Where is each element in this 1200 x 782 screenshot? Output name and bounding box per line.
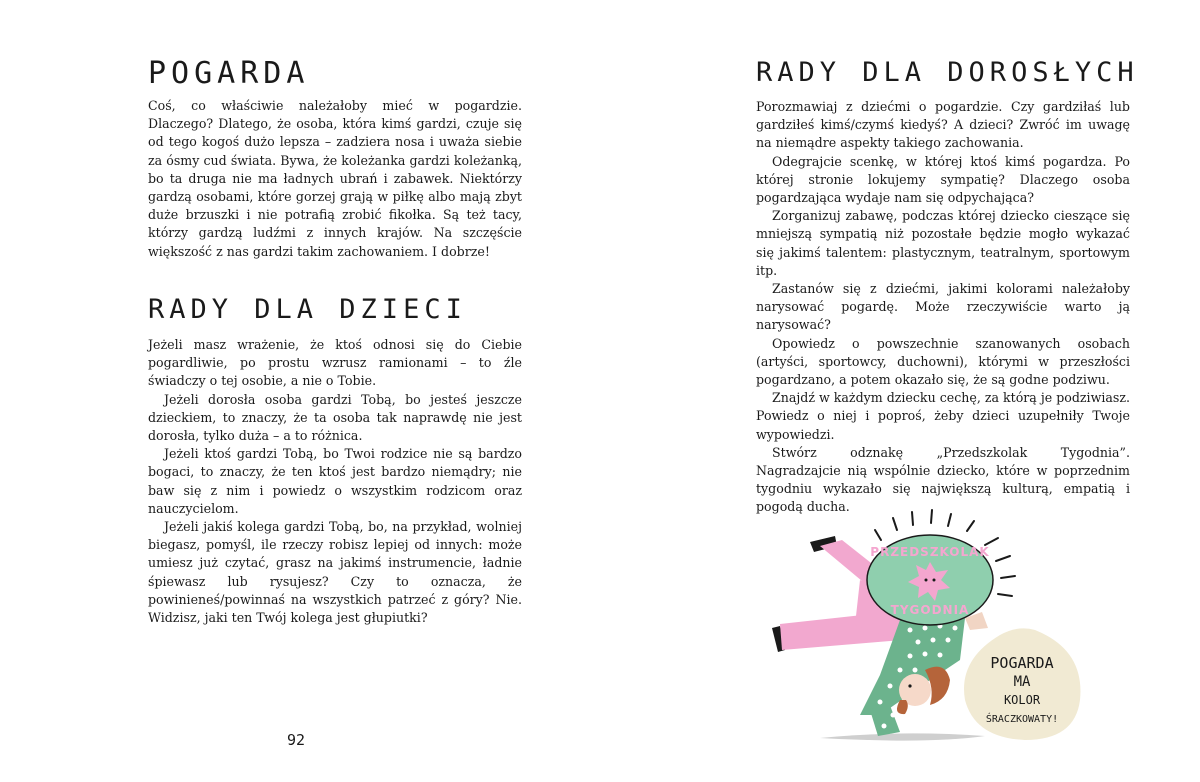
intro-text bbox=[148, 97, 522, 261]
bubble-line-1: POGARDA bbox=[990, 654, 1054, 672]
badge-line-1: PRZEDSZKOLAK bbox=[870, 545, 990, 559]
adults-paragraph: Stwórz odznakę „Przedszkolak Tygodnia”. Nagradzajcie nią wspólnie dziecko, które w poprzednim tygodniu wykazało się największą kulturą, empatią i pogodą ducha. bbox=[756, 444, 1130, 515]
adults-paragraph: Zorganizuj zabawę, podczas której dziecko cieszące się mniejszą sympatią niż pozostałe będzie mogło wykazać się jakimś talentem: plastycznym, teatralnym, sportowym itp. bbox=[756, 208, 1130, 278]
kids-paragraph: Jeżeli dorosła osoba gardzi Tobą, bo jesteś jeszcze dzieckiem, to znaczy, że ta osoba tak naprawdę nie jest dorosła, tylko duża – a to różnica. bbox=[148, 391, 522, 444]
cartwheel-child-illustration bbox=[760, 500, 1090, 750]
kids-paragraph: Jeżeli masz wrażenie, że ktoś odnosi się do Ciebie pogardliwie, po prostu wzrusz ramionami – to źle świadczy o tej osobie, a nie o Tobie. bbox=[148, 337, 522, 389]
speech-bubble bbox=[964, 628, 1080, 740]
adults-paragraph: Znajdź w każdym dziecku cechę, za którą je podziwiasz. Powiedz o niej i poproś, żeby dzieci uzupełniły Twoje wypowiedzi. bbox=[756, 390, 1130, 442]
kids-paragraph: Jeżeli ktoś gardzi Tobą, bo Twoi rodzice nie są bardzo bogaci, to znaczy, że ten ktoś jest bardzo niemądry; nie baw się z nim i powiedz o wszystkim rodzicom oraz nauczycielom. bbox=[148, 446, 522, 516]
intro-paragraph: Coś, co właściwie należałoby mieć w pogardzie. Dlaczego? Dlatego, że osoba, która kimś gardzi, czuje się od tego kogoś dużo lepsza – zadziera nosa i uważa siebie za ósmy cud świata. Bywa, że koleżanka gardzi koleżanką, bo ta druga nie ma ładnych ubrań i zabawek. Niektórzy gardzą osobami, które gorzej grają w piłkę albo mają zbyt duże brzuszki i nie potrafią zrobić fikołka. Są też tacy, którzy gardzą ludźmi z innych krajów. Na szczęście większość z nas gardzi takim zachowaniem. I dobrze! bbox=[148, 98, 522, 259]
adults-paragraph: Odegrajcie scenkę, w której ktoś kimś pogardza. Po której stronie lokujemy sympatię? Dlaczego osoba pogardzająca wydaje nam się odpychająca? bbox=[756, 153, 1130, 206]
right-page bbox=[600, 0, 1200, 782]
heading-rady-dla-doroslych: RADY DLA DOROSŁYCH bbox=[756, 57, 1139, 88]
adults-paragraph: Zastanów się z dziećmi, jakimi kolorami należałoby narysować pogardę. Może rzeczywiście warto ją narysować? bbox=[756, 281, 1130, 333]
page-number: 92 bbox=[287, 731, 306, 749]
heading-rady-dla-dzieci: RADY DLA DZIECI bbox=[148, 294, 467, 325]
przedszkolak-badge bbox=[867, 535, 993, 625]
child-eye bbox=[908, 684, 911, 687]
child-hair-bun bbox=[897, 700, 908, 714]
ground-shadow bbox=[820, 733, 985, 740]
bubble-line-2: MA bbox=[1013, 674, 1031, 690]
adults-paragraph: Porozmawiaj z dziećmi o pogardzie. Czy gardziłaś lub gardziłeś kimś/czymś kiedyś? A dzieci? Zwróć im uwagę na niemądre aspekty takiego zachowania. bbox=[756, 99, 1130, 151]
heading-pogarda: POGARDA bbox=[148, 56, 310, 91]
kids-advice bbox=[148, 336, 522, 627]
adults-advice bbox=[756, 98, 1130, 517]
badge-line-2: TYGODNIA bbox=[890, 603, 970, 617]
bubble-line-3: KOLOR bbox=[1003, 693, 1041, 707]
kids-paragraph: Jeżeli jakiś kolega gardzi Tobą, bo, na przykład, wolniej biegasz, pomyśl, ile rzeczy robisz lepiej od innych: może umiesz już czytać, grasz na jakimś instrumencie, ładnie śpiewasz lub rysujesz? Czy to oznacza, że powinieneś/powinnaś na wszystkich patrzeć z góry? Nie. Widzisz, jaki ten Twój kolega jest głupiutki? bbox=[148, 519, 522, 626]
bubble-line-4: ŚRACZKOWATY! bbox=[985, 714, 1059, 725]
adults-paragraph: Opowiedz o powszechnie szanowanych osobach (artyści, sportowcy, duchowni), którymi w przeszłości pogardzano, a potem okazało się, że są godne podziwu. bbox=[756, 335, 1130, 388]
